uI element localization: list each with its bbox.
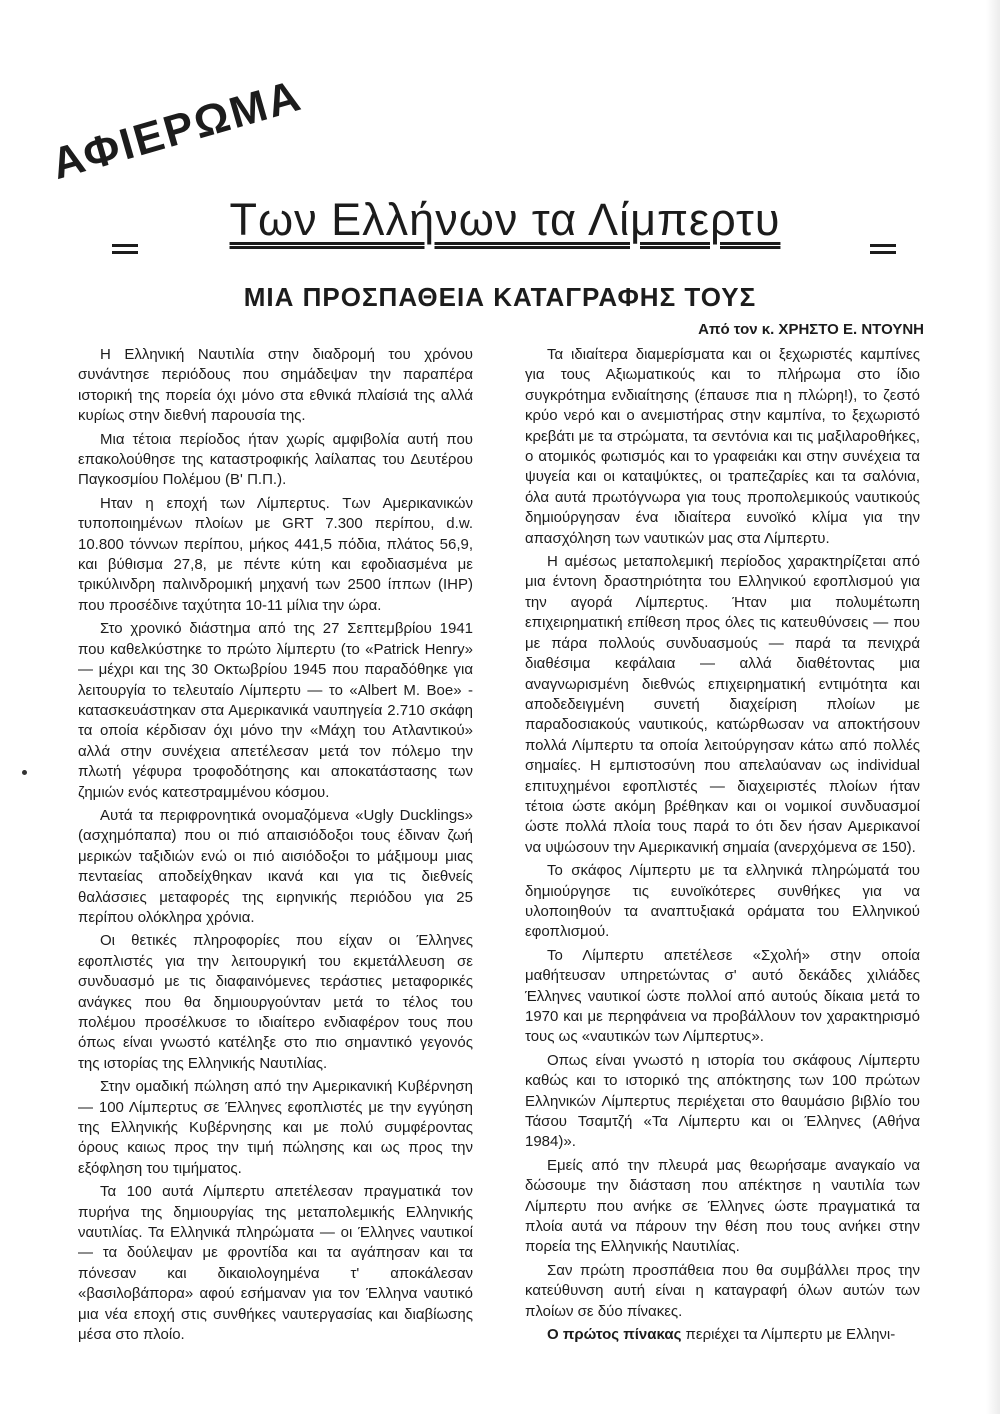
paragraph: Αυτά τα περιφρονητικά ονομαζόμενα «Ugly Ducklings» (ασχημόπαπα) που οι πιό απαισιόδοξοι τους έδιναν ζωή μερικών ταξιδιών ενώ οι πιό αισιόδοξοι το μάξιμουμ μιας πενταείας αποδείχθηκαν ικανά και για τις διεθνείς θαλάσσιες μεταφορές της ειρηνικής περιόδου για 25 περίπου ολόκληρα χρόνια. — [78, 806, 473, 926]
title-dash-right — [870, 244, 896, 254]
paragraph: Στην ομαδική πώληση από την Αμερικανική Κυβέρνηση — 100 Λίμπερτυς σε Έλληνες εφοπλιστές με την εγγύηση της Ελληνικής Κυβέρνησης και με πολύ συμφέροντας όρους καιως προς την τιμή πώλησης και ως προς την εξόφληση του τιμήματος. — [78, 1078, 473, 1177]
paragraph: Η αμέσως μεταπολεμική περίοδος χαρακτηρίζεται από μια έντονη δραστηριότητα του Ελληνικού εφοπλισμού για την αγορά Λίμπερτυς. Ήταν μια πολυμέτωπη επιχειρηματική επίθεση προς όλες τις κατευθύνσεις — που με πάρα πολλούς συνδυασμούς — παρά τα πενιχρά διαθέσιμα κεφάλαια — αλλά διαθέτοντας μια αναγνωρισμένη διεθνώς επιχειρηματική εντιμότητα και αποδεδειγμένη συνετή διαχείριση πλοίων με παραδοσιακούς ναυτικούς, κατώρθωσαν να αποκτήσουν πολλά Λίμπερτυ τα οποία λειτούργησαν κάτω από πολλές σημαίες. Η εμπιστοσύνη που απελαύαναν ως individual επιτυχημένοι εφοπλιστές — διαχειριστές πλοίων ήταν τέτοια ώστε ακόμη βρέθηκαν και οι νομικοί συνδυασμοί ώστε πολλά πλοία τους παρά το ότι δεν ήσαν Αμερικανοί να υψώσουν την Αμερικανική σημαία (ανερχόμενα σε 150). — [525, 553, 920, 856]
bold-lead: Ο πρώτος πίνακας — [547, 1326, 682, 1344]
scan-page-edge — [986, 0, 1000, 1414]
paragraph-last — [525, 1325, 920, 1345]
paragraph: Τα ιδιαίτερα διαμερίσματα και οι ξεχωριστές καμπίνες για τους Αξιωματικούς και το πλήρωμα στο ίδιο συγκρότημα ενδιαίτησης (έπαυσε πια η πλώρη!), το ζεστό κρύο νερό και ο ανεμιστήρας στην καμπίνα, το ξεχωριστό κρεβάτι με τα στρώματα, τα σεντόνια και τις μαξιλαροθήκες, ο ατομικός φωτισμός και το γραφειάκι και στην συνέχεια τα ψυγεία και οι καταψύκτες, οι τραπεζαρίες και τα σαλόνια, όλα αυτά πρωτόγνωρα για τους προπολεμικούς ναυτικούς δημιούργησαν ένα ιδιαίτερα ευνοϊκό κλίμα για την απασχόληση των ναυτικών μας στα Λίμπερτυ. — [525, 346, 920, 547]
paragraph: Εμείς από την πλευρά μας θεωρήσαμε αναγκαίο να δώσουμε την διάσταση που απέκτησε η ναυτιλία των Λίμπερτυ που ανήκε σε Έλληνες ώστε πραγματικά τα πλοία αυτά να πάρουν την θέση που τους ανήκει στην πορεία της Ελληνικής Ναυτιλίας. — [525, 1156, 920, 1256]
paragraph: Το σκάφος Λίμπερτυ με τα ελληνικά πληρώματά του δημιούργησε τις ευνοϊκότερες συνθήκες για να υλοποιηθούν τα αναπτυξιακά οράματα του Ελληνικού εφοπλισμού. — [525, 862, 920, 941]
text-column-left — [78, 345, 473, 1346]
paragraph: Τα 100 αυτά Λίμπερτυ απετέλεσαν πραγματικά τον πυρήνα της δημιουργίας της μεταπολεμικής Ελληνικής ναυτιλίας. Τα Ελληνικά πληρώματα — οι Έλληνες ναυτικοί — τα δούλεψαν με φροντίδα και τα αγάπησαν και τα πόνεσαν και δικαιολογημένα τ' αποκάλεσαν «βασιλοβάπορα» αφού εσήμαναν για τον Έλληνα ναυτικό μια νέα εποχή στις συνθήκες ναυτεργασίας και διαβίωσης μέσα στο πλοίο. — [78, 1183, 473, 1344]
paragraph: Οι θετικές πληροφορίες που είχαν οι Έλληνες εφοπλιστές για την λειτουργική του εκμετάλλευση σε συνδυασμό με τις διαφαινόμενες τεράστιες μεταφορικές ανάγκες που θα δημιουργούνταν μετά το τέλος του πολέμου προσέλκυσε το ιδιαίτερο ενδιαφέρον τους που όπως είναι γνωστό κατέληξε στο πιο σημαντικό γεγονός της ιστορίας της Ελληνικής Ναυτιλίας. — [78, 932, 473, 1072]
paragraph: Το Λίμπερτυ απετέλεσε «Σχολή» στην οποία μαθήτευσαν υπηρετώντας σ' αυτό δεκάδες χιλιάδες Έλληνες ναυτικοί ώστε πολλοί από αυτούς δίκαια μετά το 1970 και με περηφάνεια να προβάλλουν τον χαρακτηρισμό τους ως «ναυτικών των Λίμπερτυς». — [525, 946, 920, 1046]
paragraph: Οπως είναι γνωστό η ιστορία του σκάφους Λίμπερτυ καθώς και το ιστορικό της απόκτησης των 100 πρώτων Ελληνικών Λίμπερτυς περιέχεται στο θαυμάσιο βιβλίο του Τάσου Τσαμτζή «Τα Λίμπερτυ και οι Έλληνες (Αθήνα 1984)». — [525, 1051, 920, 1151]
paragraph: Η Ελληνική Ναυτιλία στην διαδρομή του χρόνου συνάντησε περιόδους που σημάδεψαν την παραπέρα ιστορική της πορεία όχι μόνο στα εθνικά πλαίσιά της αλλά κυρίως στην διεθνή παρουσία της. — [78, 346, 473, 425]
article-subtitle: ΜΙΑ ΠΡΟΣΠΑΘΕΙΑ ΚΑΤΑΓΡΑΦΗΣ ΤΟΥΣ — [243, 282, 757, 312]
article-title — [110, 194, 900, 246]
paragraph: Στο χρονικό διάστημα από της 27 Σεπτεμβρίου 1941 που καθελκύστηκε το πρώτο λίμπερτυ (το «Patrick Henry» — μέχρι και της 30 Οκτωβρίου 1945 που παραδόθηκε για λειτουργία το τελευταίο Λίμπερτυ — το «Albert M. Boe» - κατασκευάστηκαν στα Αμερικανικά ναυπηγεία 2.710 σκάφη τα οποία κέρδισαν όχι μόνο την «Μάχη του Ατλαντικού» αλλά στην συνέχεια απετέλεσαν μετά τον πόλεμο την πλωτή γέφυρα τροφοδότησης και αποκατάστασης των ζημιών ενός κατεστραμμένου κόσμου. — [78, 620, 473, 801]
text-column-right — [525, 345, 920, 1346]
paragraph: Μια τέτοια περίοδος ήταν χωρίς αμφιβολία αυτή που επακολούθησε της καταστροφικής λαίλαπας του Δευτέρου Παγκοσμίου Πολέμου (Β' Π.Π.). — [78, 430, 473, 489]
section-kicker: ΑΦΙΕΡΩΜΑ — [46, 71, 308, 190]
paragraph-continuation: περιέχει τα Λίμπερτυ με Ελληνι- — [681, 1326, 896, 1344]
paragraph: Σαν πρώτη προσπάθεια που θα συμβάλλει προς την κατεύθυνση αυτή είναι η καταγραφή όλων αυτών των πλοίων σε δύο πίνακες. — [525, 1261, 920, 1320]
paragraph: Ηταν η εποχή των Λίμπερτυς. Των Αμερικανικών τυποποιημένων πλοίων με GRT 7.300 περίπου, d.w. 10.800 τόννων περίπου, μήκος 441,5 πόδια, πλάτος 56,9, και βύθισμα 27,8, με πέντε κύτη και εφοδιασμένα με τρικύλινδρη παλινδρομική μηχανή των 2500 ίππων (IHP) που προσέδινε ταχύτητα 10-11 μίλια την ώρα. — [78, 494, 473, 614]
article-title-text: Των Ελλήνων τα Λίμπερτυ — [229, 194, 781, 245]
scan-margin-dot — [22, 770, 27, 775]
author-byline: Από τον κ. ΧΡΗΣΤΟ Ε. ΝΤΟΥΝΗ — [698, 321, 924, 338]
